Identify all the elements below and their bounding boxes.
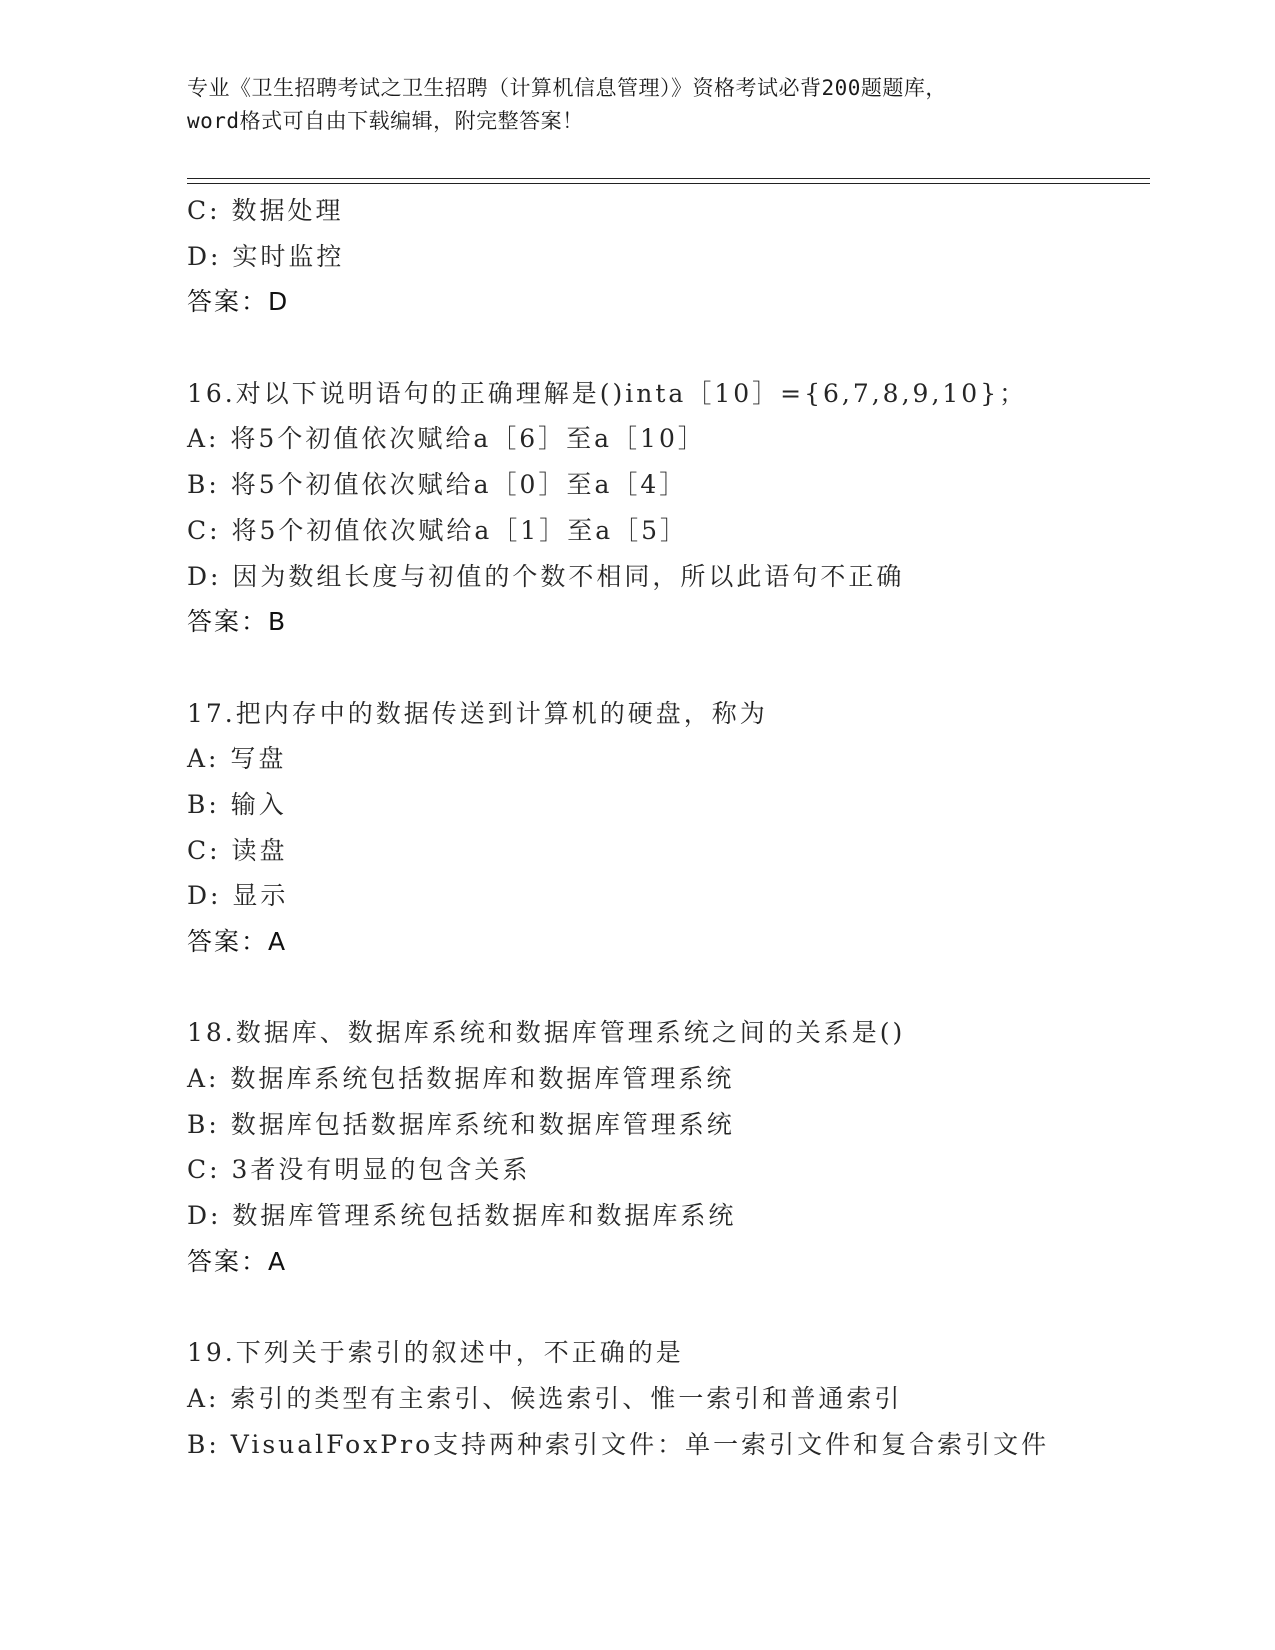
option-b: B: 输入 — [187, 789, 287, 819]
question-stem: 17.把内存中的数据传送到计算机的硬盘，称为 — [187, 698, 768, 728]
question-17 — [187, 691, 1150, 965]
option-a: A: 将5个初值依次赋给a［6］至a［10］ — [187, 424, 706, 454]
header-divider-bottom — [187, 183, 1150, 184]
question-stem: 19.下列关于索引的叙述中，不正确的是 — [187, 1338, 684, 1368]
option-c: C: 数据处理 — [187, 196, 344, 225]
previous-question-fragment — [187, 188, 1150, 325]
option-b: B: 将5个初值依次赋给a［0］至a［4］ — [187, 470, 688, 500]
question-19 — [187, 1330, 1150, 1467]
option-c: C: 3者没有明显的包含关系 — [187, 1155, 531, 1185]
question-content — [187, 188, 1150, 1467]
question-16 — [187, 371, 1150, 645]
question-spacer — [187, 1285, 1150, 1331]
option-c: C: 将5个初值依次赋给a［1］至a［5］ — [187, 515, 689, 545]
answer-line: 答案：A — [187, 927, 288, 956]
answer-line: 答案：D — [187, 287, 290, 317]
option-c: C: 读盘 — [187, 835, 288, 865]
option-d: D: 因为数组长度与初值的个数不相同，所以此语句不正确 — [187, 561, 905, 591]
question-spacer — [187, 325, 1150, 371]
answer-line: 答案：A — [187, 1246, 288, 1276]
option-d: D: 数据库管理系统包括数据库和数据库系统 — [187, 1201, 737, 1231]
option-d: D: 显示 — [187, 881, 289, 911]
question-stem: 16.对以下说明语句的正确理解是()inta［10］={6,7,8,9,10}； — [187, 378, 1028, 408]
answer-line: 答案：B — [187, 607, 288, 637]
option-a: A: 写盘 — [187, 744, 287, 774]
header-divider-top — [187, 178, 1150, 179]
option-a: A: 索引的类型有主索引、候选索引、惟一索引和普通索引 — [187, 1383, 903, 1413]
question-spacer — [187, 965, 1150, 1011]
header-title-line-2: word格式可自由下载编辑，附完整答案！ — [187, 109, 584, 133]
option-a: A: 数据库系统包括数据库和数据库管理系统 — [187, 1064, 735, 1094]
option-d: D: 实时监控 — [187, 241, 345, 271]
question-spacer — [187, 645, 1150, 691]
option-b: B: VisualFoxPro支持两种索引文件：单一索引文件和复合索引文件 — [187, 1429, 1050, 1459]
document-header — [187, 72, 1087, 138]
question-stem: 18.数据库、数据库系统和数据库管理系统之间的关系是() — [187, 1018, 906, 1048]
question-18 — [187, 1010, 1150, 1284]
header-title-line-1: 专业《卫生招聘考试之卫生招聘（计算机信息管理）》资格考试必背200题题库， — [187, 76, 947, 100]
option-b: B: 数据库包括数据库系统和数据库管理系统 — [187, 1109, 735, 1139]
